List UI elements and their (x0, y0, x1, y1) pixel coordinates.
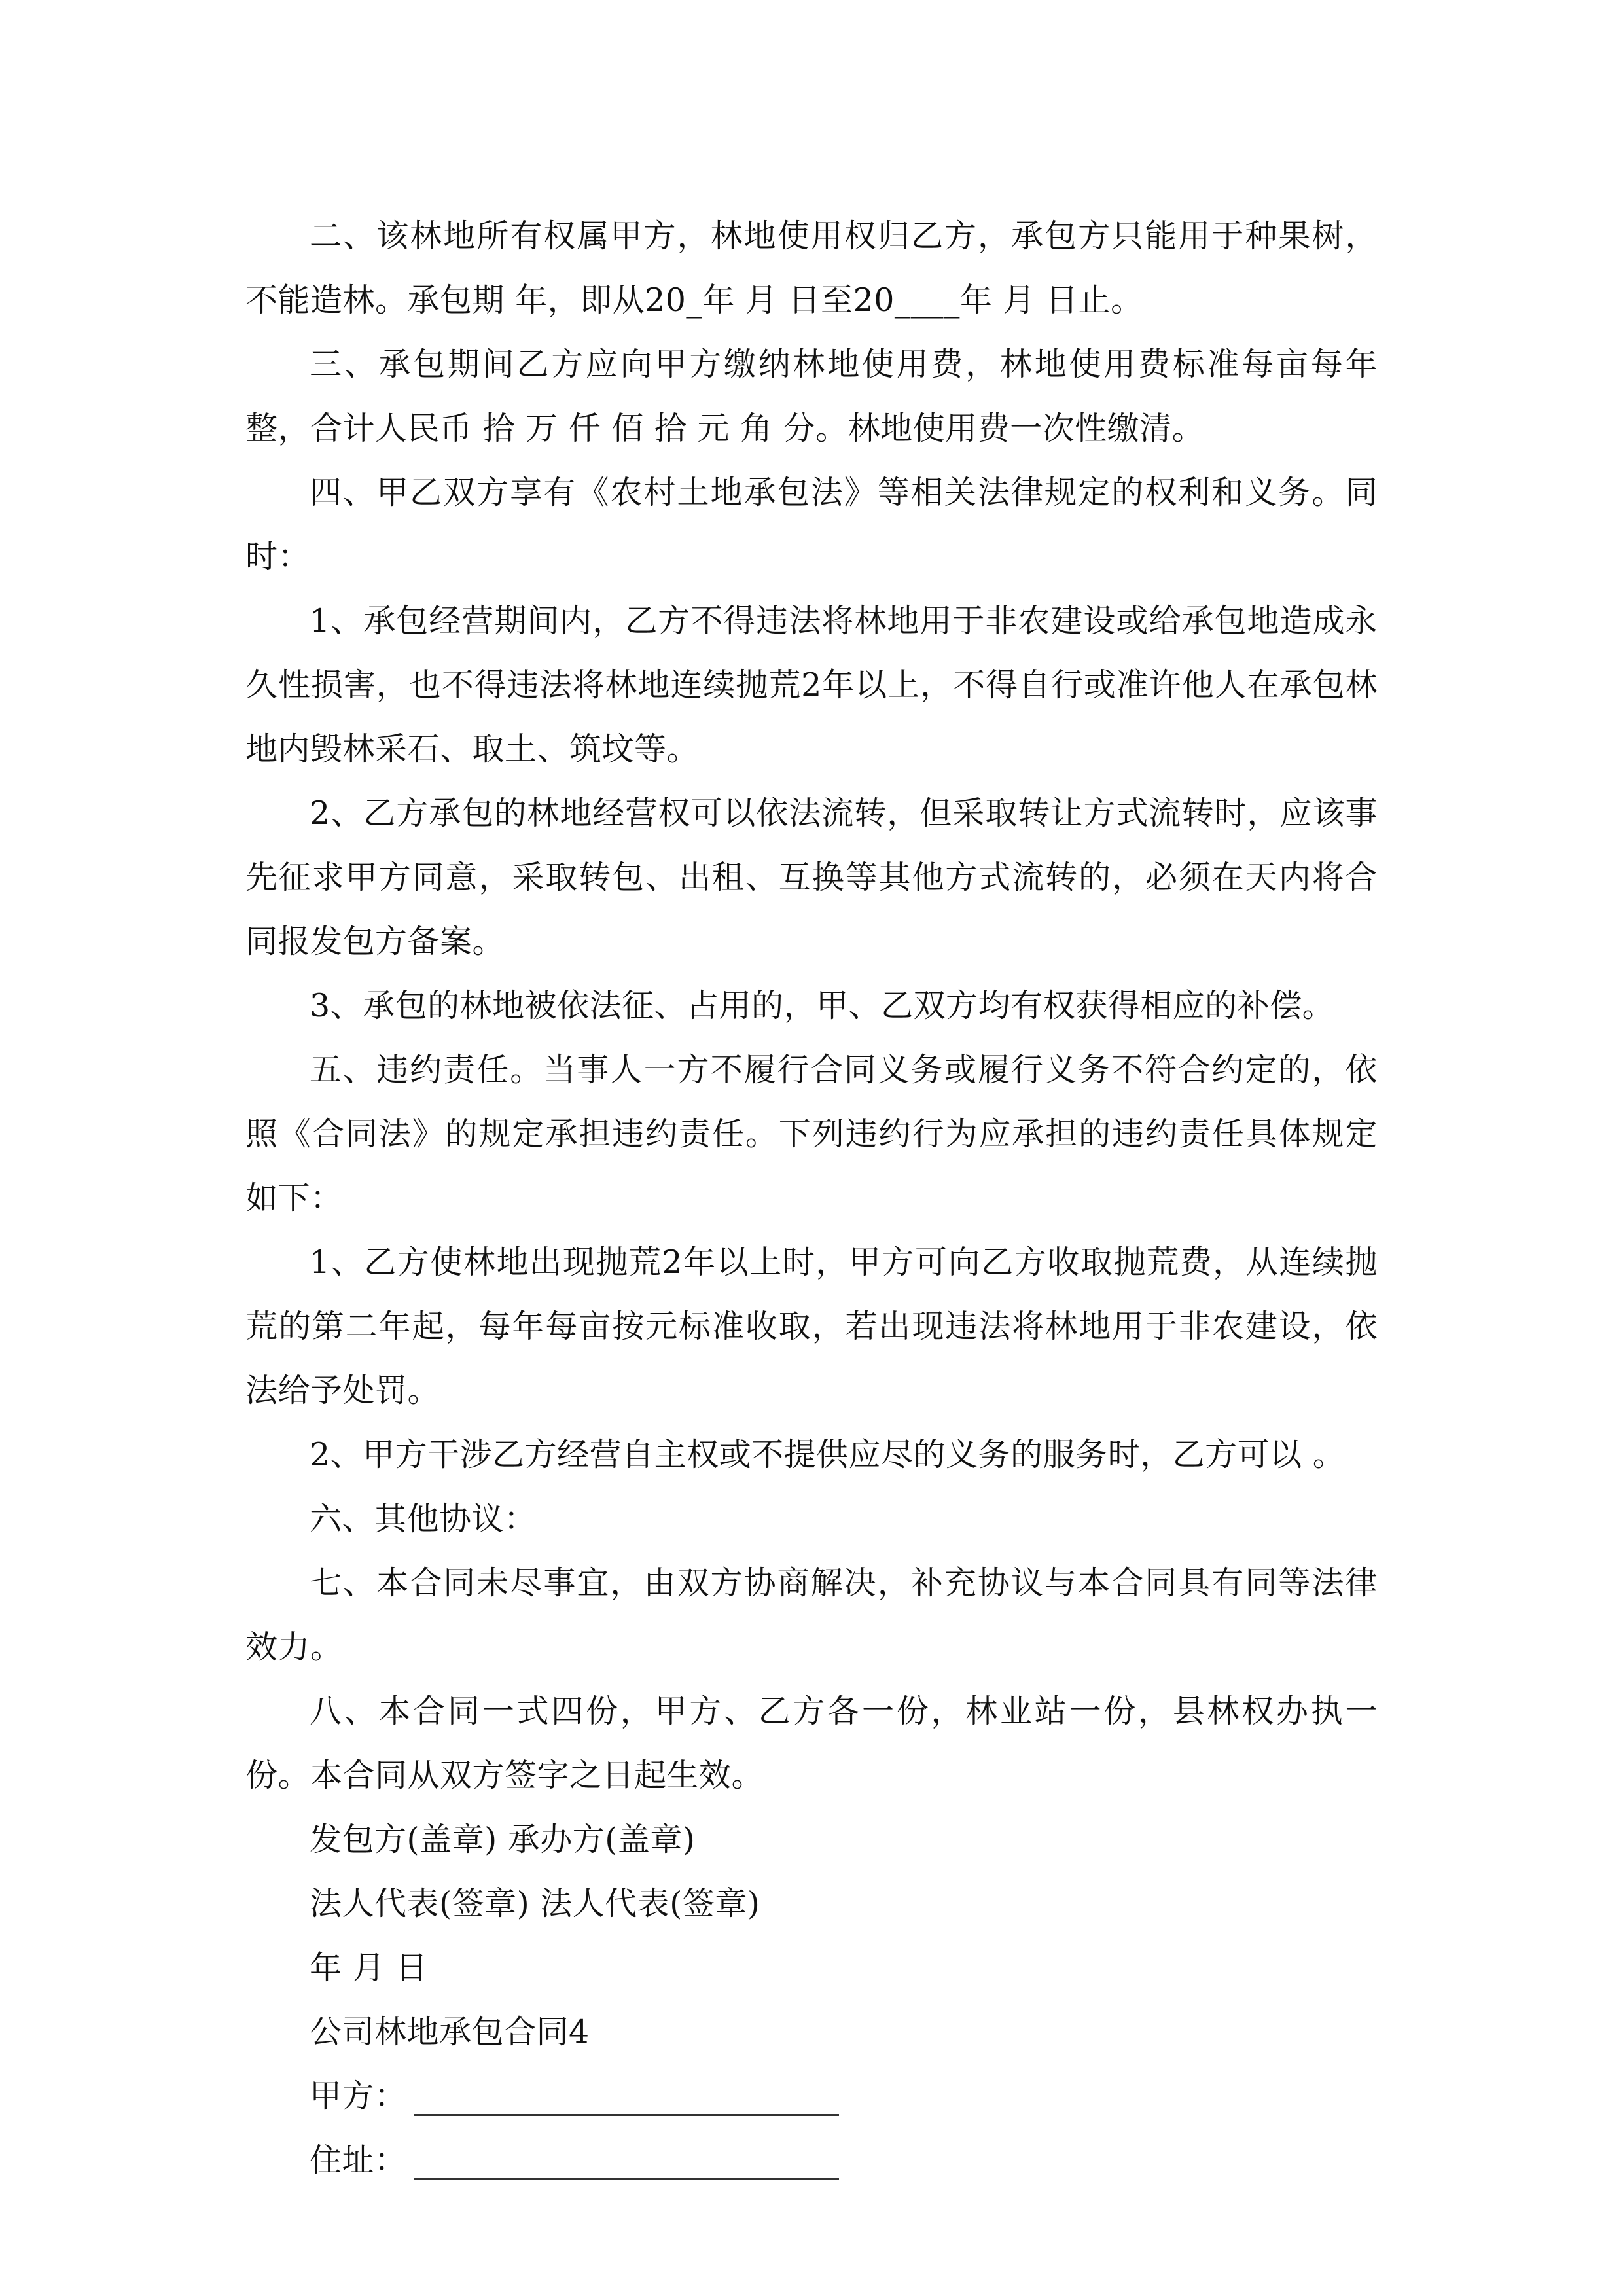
clause-4-item-1: 1、承包经营期间内，乙方不得违法将林地用于非农建设或给承包地造成永久性损害，也不得违法将林地连续抛荒2年以上，不得自行或准许他人在承包林地内毁林采石、取土、筑坟等。 (245, 602, 1378, 768)
clause-7: 七、本合同未尽事宜，由双方协商解决，补充协议与本合同具有同等法律效力。 (245, 1564, 1378, 1666)
clause-8: 八、本合同一式四份，甲方、乙方各一份，林业站一份，县林权办执一份。本合同从双方签字之日起生效。 (245, 1693, 1378, 1794)
clause-2: 二、该林地所有权属甲方，林地使用权归乙方，承包方只能用于种果树，不能造林。承包期 年，即从20_年 月 日至20____年 月 日止。 (245, 217, 1378, 319)
clause-5-item-2: 2、甲方干涉乙方经营自主权或不提供应尽的义务的服务时，乙方可以 。 (310, 1436, 1346, 1473)
clause-5: 五、违约责任。当事人一方不履行合同义务或履行义务不符合约定的，依照《合同法》的规定承担违约责任。下列违约行为应承担的违约责任具体规定如下： (245, 1051, 1378, 1217)
party-a-blank (414, 2075, 839, 2116)
clause-3: 三、承包期间乙方应向甲方缴纳林地使用费，林地使用费标准每亩每年 整，合计人民币 拾 万 仟 佰 拾 元 角 分。林地使用费一次性缴清。 (245, 346, 1378, 447)
next-contract-title: 公司林地承包合同4 (310, 2013, 590, 2051)
party-a-label: 甲方： (310, 2077, 407, 2115)
signature-seal-line: 发包方(盖章) 承办方(盖章) (310, 1821, 696, 1858)
clause-4-item-2: 2、乙方承包的林地经营权可以依法流转，但采取转让方式流转时，应该事先征求甲方同意，采取转包、出租、互换等其他方式流转的，必须在天内将合同报发包方备案。 (245, 795, 1378, 960)
clause-4-item-3: 3、承包的林地被依法征、占用的，甲、乙双方均有权获得相应的补偿。 (310, 987, 1335, 1024)
signature-representative-line: 法人代表(签章) 法人代表(签章) (310, 1885, 760, 1922)
clause-6: 六、其他协议： (310, 1500, 537, 1537)
contract-body (245, 204, 1378, 2193)
address-blank (414, 2139, 839, 2180)
clause-4: 四、甲乙双方享有《农村土地承包法》等相关法律规定的权利和义务。同时： (245, 474, 1378, 575)
address-row (245, 2128, 1378, 2193)
signature-date: 年 月 日 (310, 1949, 428, 1986)
clause-5-item-1: 1、乙方使林地出现抛荒2年以上时，甲方可向乙方收取抛荒费，从连续抛荒的第二年起，每年每亩按元标准收取，若出现违法将林地用于非农建设，依法给予处罚。 (245, 1244, 1378, 1409)
address-label: 住址： (310, 2142, 407, 2179)
party-a-row (245, 2064, 1378, 2128)
